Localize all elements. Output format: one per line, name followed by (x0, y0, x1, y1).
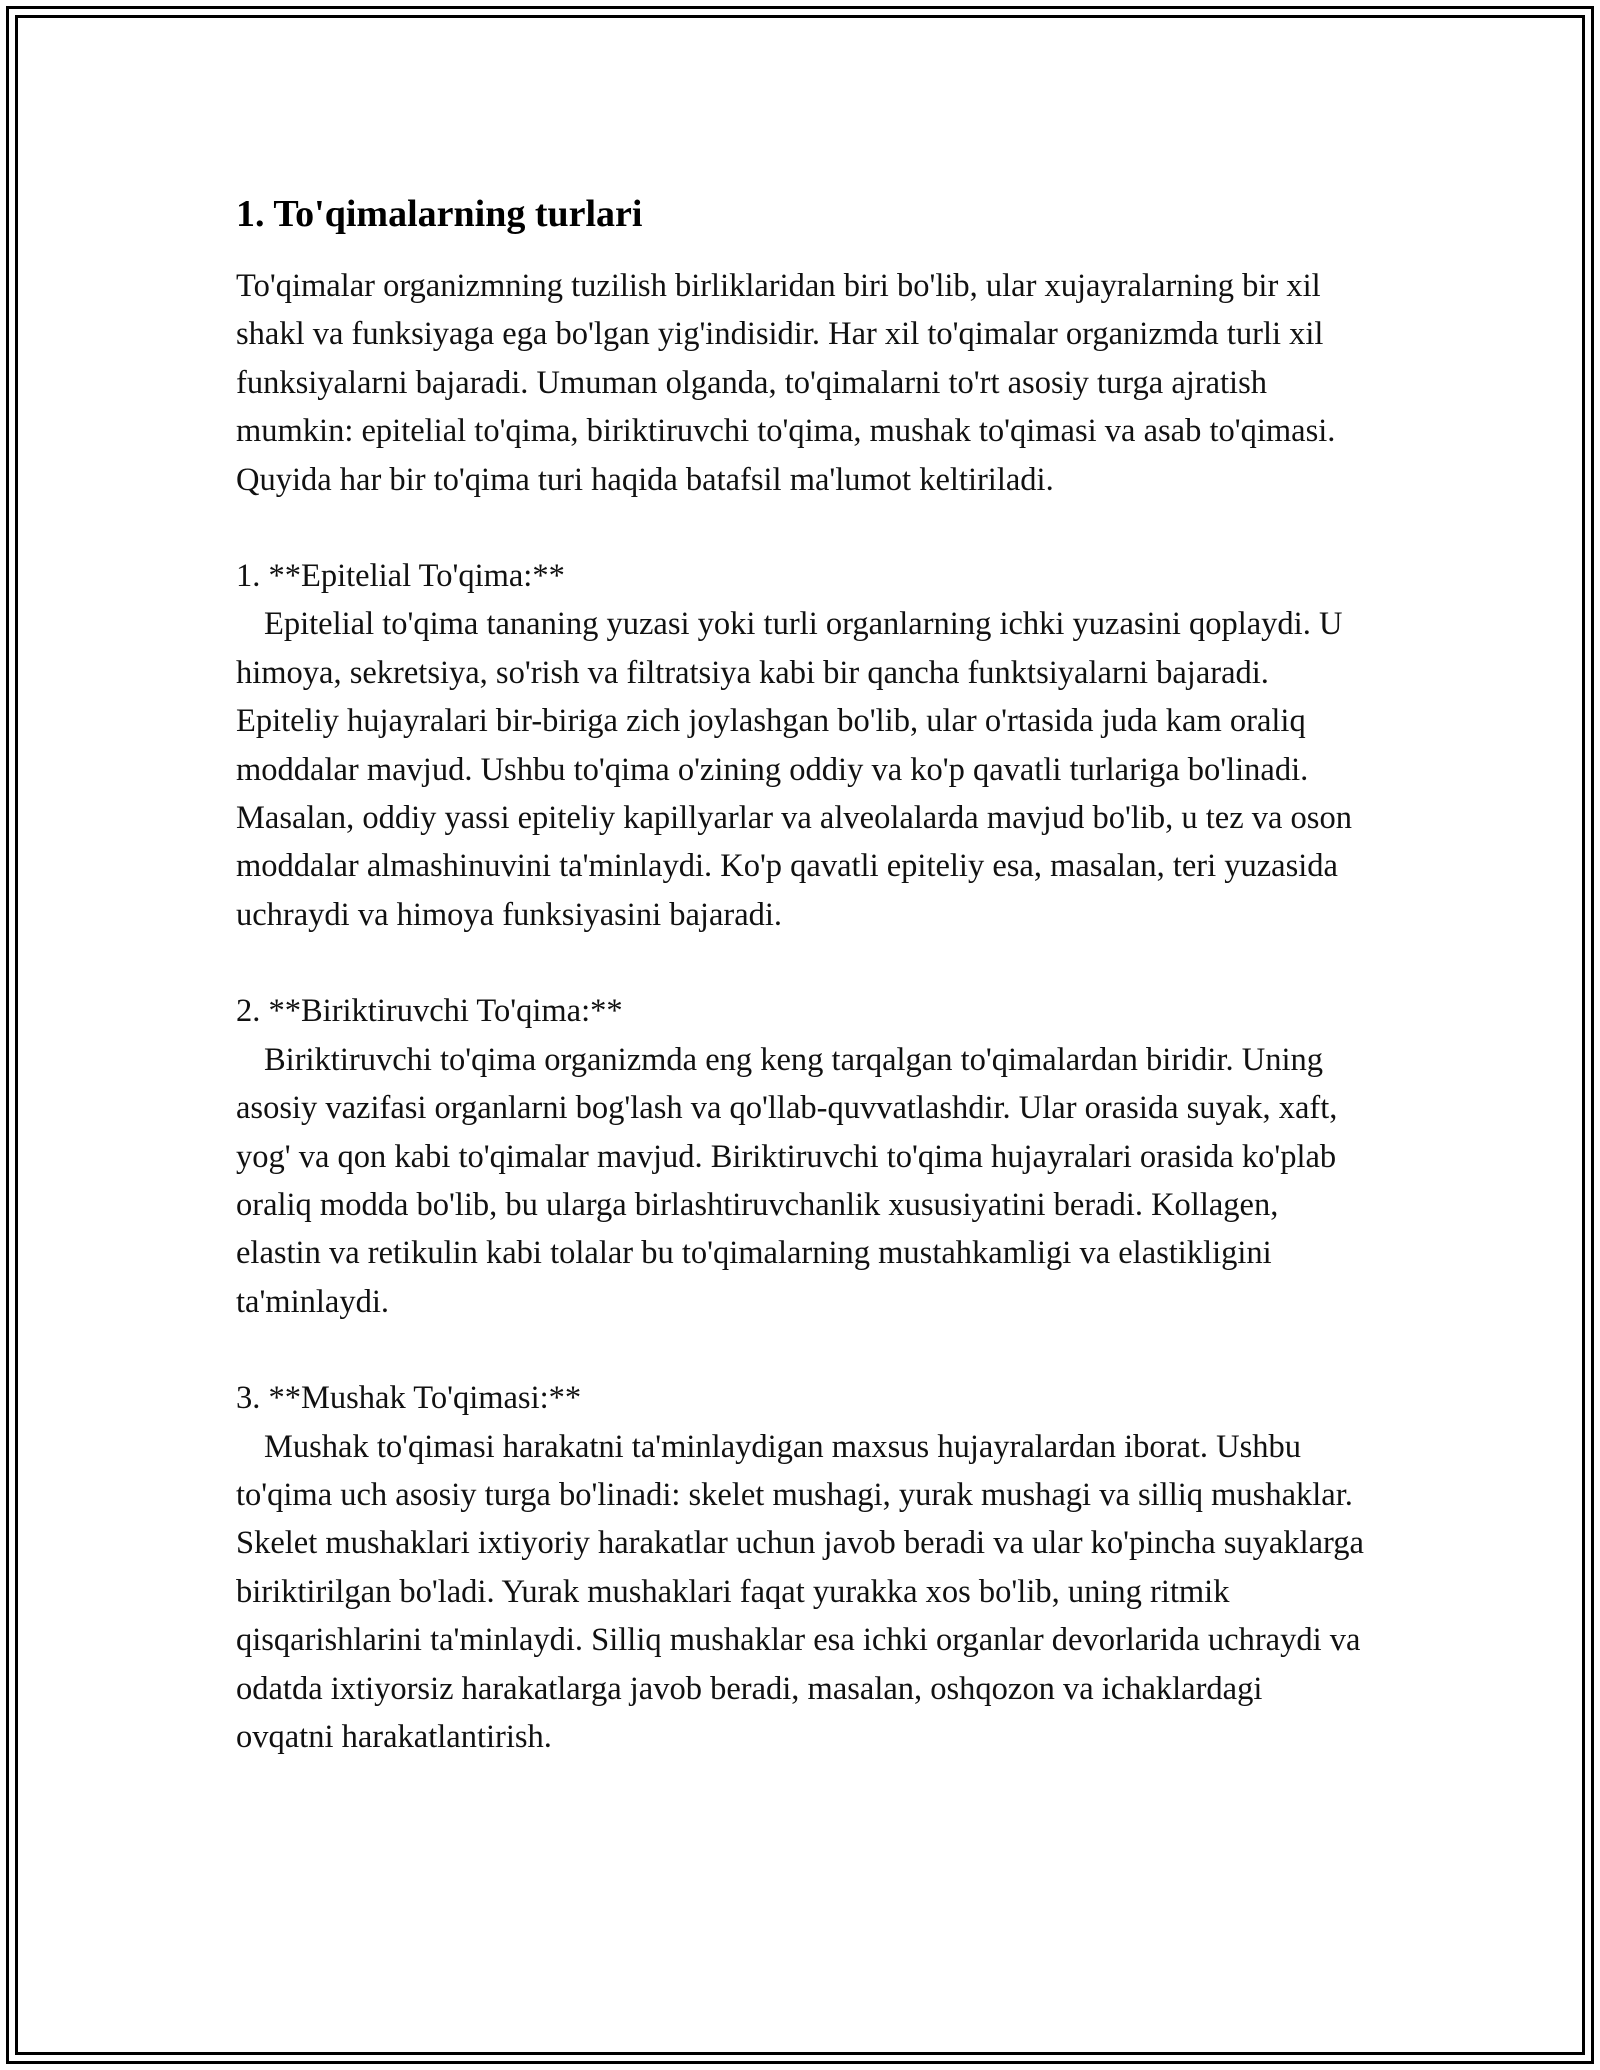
section-body: Epitelial to'qima tananing yuzasi yoki turli organlarning ichki yuzasini qoplaydi. U himoya, sekretsiya, so'rish va filtratsiya kabi bir qancha funktsiyalarni bajaradi. Epiteliy hujayralari bir-biriga zich joylashgan bo'lib, ular o'rtasida juda kam oraliq moddalar mavjud. Ushbu to'qima o'zining oddiy va ko'p qavatli turlariga bo'linadi. Masalan, oddiy yassi epiteliy kapillyarlar va alveolalarda mavjud bo'lib, u tez va oson moddalar almashinuvini ta'minlaydi. Ko'p qavatli epiteliy esa, masalan, teri yuzasida uchraydi va himoya funksiyasini bajaradi. (236, 606, 1352, 933)
section-heading: 3. **Mushak To'qimasi:** (236, 1380, 582, 1417)
section-heading: 1. **Epitelial To'qima:** (236, 558, 565, 595)
section-mushak (236, 1374, 1366, 1761)
section-body: Biriktiruvchi to'qima organizmda eng keng tarqalgan to'qimalardan biridir. Uning asosiy vazifasi organlarni bog'lash va qo'llab-quvvatlashdir. Ular orasida suyak, xaft, yog' va qon kabi to'qimalar mavjud. Biriktiruvchi to'qima hujayralari orasida ko'plab oraliq modda bo'lib, bu ularga birlashtiruvchanlik xususiyatini beradi. Kollagen, elastin va retikulin kabi tolalar bu to'qimalarning mustahkamligi va elastikligini ta'minlaydi. (236, 1041, 1338, 1320)
document-title: 1. To'qimalarning turlari (236, 193, 643, 235)
intro-paragraph: To'qimalar organizmning tuzilish birliklaridan biri bo'lib, ular xujayralarning bir xil shakl va funksiyaga ega bo'lgan yig'indisidir. Har xil to'qimalar organizmda turli xil funksiyalarni bajaradi. Umuman olganda, to'qimalarni to'rt asosiy turga ajratish mumkin: epitelial to'qima, biriktiruvchi to'qima, mushak to'qimasi va asab to'qimasi. Quyida har bir to'qima turi haqida batafsil ma'lumot keltiriladi. (236, 268, 1336, 498)
section-epitelial (236, 552, 1366, 939)
document-content (236, 184, 1366, 1761)
section-heading: 2. **Biriktiruvchi To'qima:** (236, 993, 623, 1030)
section-body: Mushak to'qimasi harakatni ta'minlaydigan maxsus hujayralardan iborat. Ushbu to'qima uch asosiy turga bo'linadi: skelet mushagi, yurak mushagi va silliq mushaklar. Skelet mushaklari ixtiyoriy harakatlar uchun javob beradi va ular ko'pincha suyaklarga biriktirilgan bo'ladi. Yurak mushaklari faqat yurakka xos bo'lib, uning ritmik qisqarishlarini ta'minlaydi. Silliq mushaklar esa ichki organlar devorlarida uchraydi va odatda ixtiyorsiz harakatlarga javob beradi, masalan, oshqozon va ichaklardagi ovqatni harakatlantirish. (236, 1428, 1364, 1755)
section-biriktiruvchi (236, 987, 1366, 1326)
